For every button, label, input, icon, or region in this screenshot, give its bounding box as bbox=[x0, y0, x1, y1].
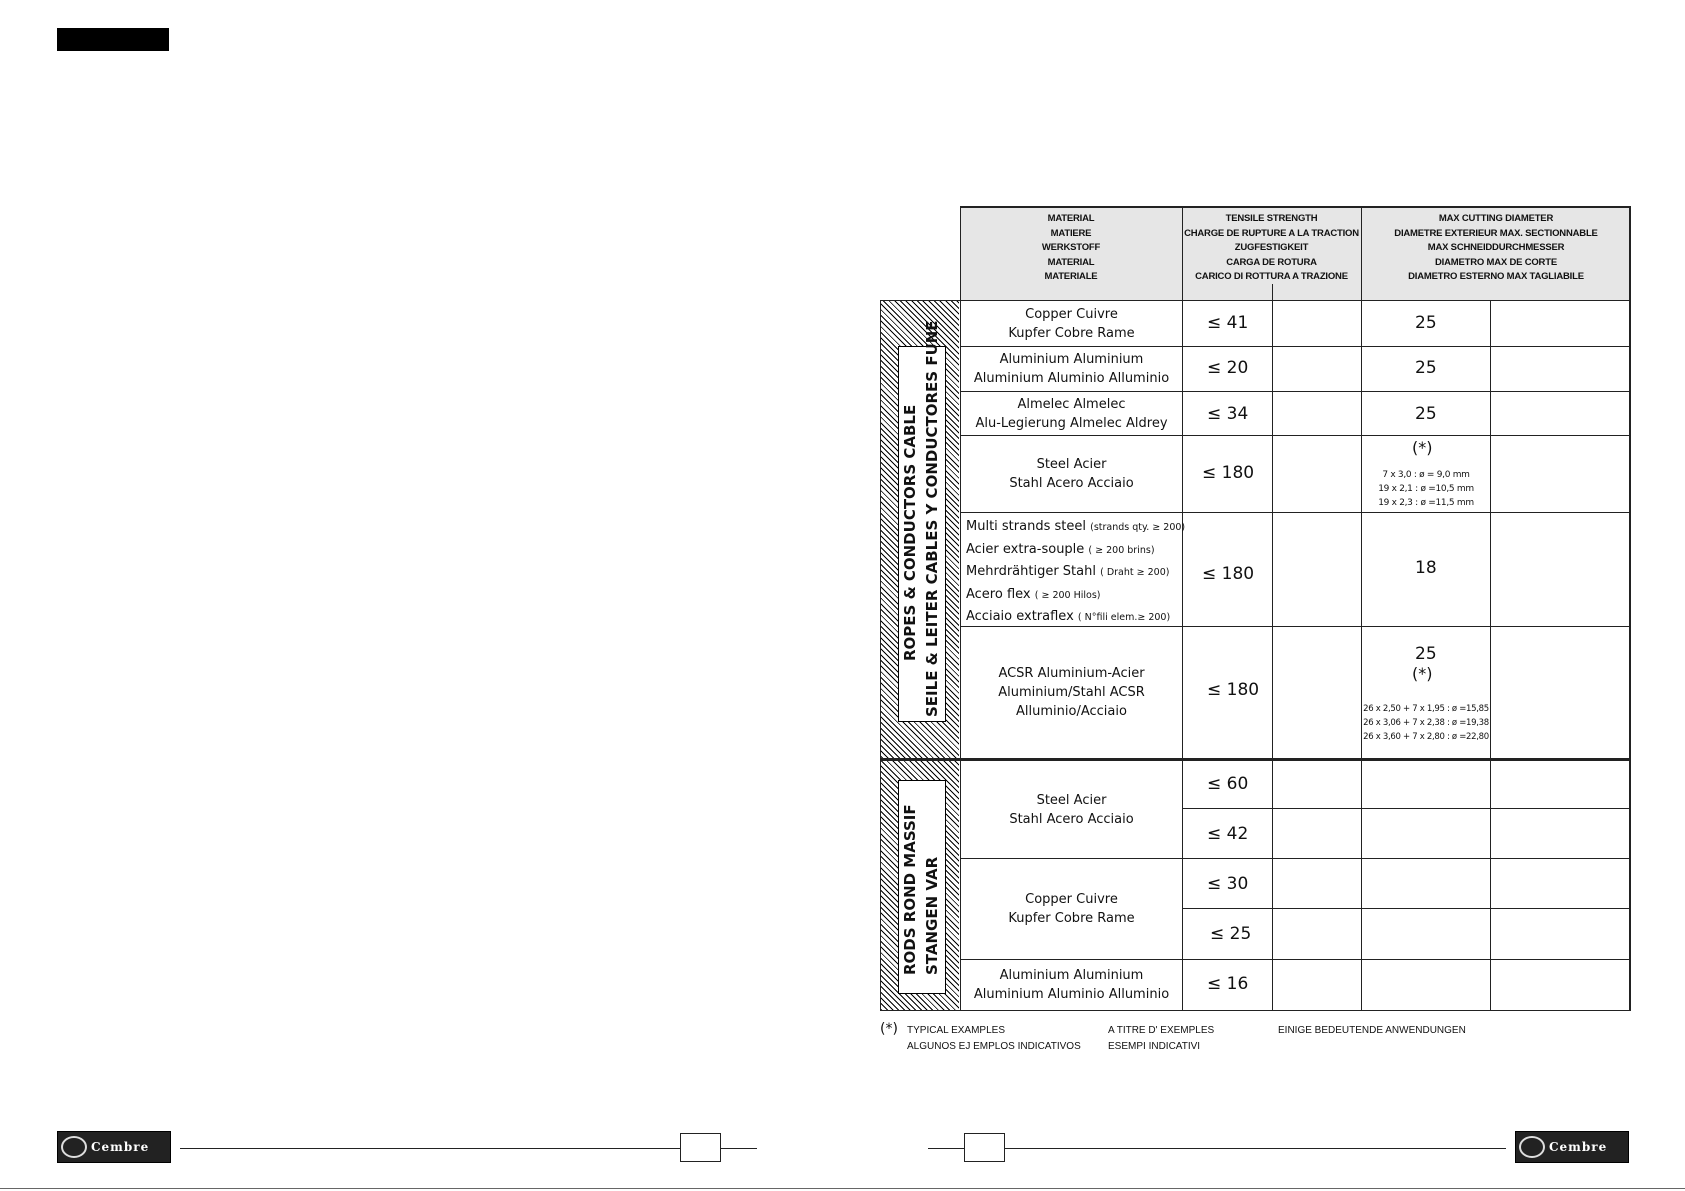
row-acsr-material: ACSR Aluminium-Acier Aluminium/Stahl ACSR Alluminio/Acciaio bbox=[998, 666, 1145, 719]
row-aluminium-tensile: ≤ 20 bbox=[1207, 358, 1249, 378]
footnote-fr: A TITRE D' EXEMPLES bbox=[1108, 1025, 1215, 1036]
cembre-logo-right: Cembre bbox=[1515, 1131, 1629, 1163]
row-rod-steel-tensile-a: ≤ 60 bbox=[1207, 774, 1249, 794]
footnote-star: (*) bbox=[880, 1021, 898, 1037]
row-steel-examples: 7 x 3,0 : ø = 9,0 mm 19 x 2,1 : ø =10,5 mm 19 x 2,3 : ø =11,5 mm bbox=[1378, 470, 1474, 508]
footer-rule-right bbox=[928, 1148, 1506, 1149]
row-acsr-diameter: 25 bbox=[1415, 644, 1437, 664]
row-rod-aluminium-tensile: ≤ 16 bbox=[1207, 974, 1249, 994]
cembre-logo-left: Cembre bbox=[57, 1131, 171, 1163]
row-acsr-star: (*) bbox=[1412, 664, 1433, 683]
black-header-bar bbox=[57, 28, 169, 51]
row-steel-star: (*) bbox=[1412, 438, 1433, 457]
row-rod-copper-material: Copper Cuivre Kupfer Cobre Rame bbox=[1008, 892, 1135, 926]
specifications-table bbox=[880, 206, 1631, 1011]
cembre-swirl-icon bbox=[61, 1136, 87, 1158]
row-rod-copper-tensile-a: ≤ 30 bbox=[1207, 874, 1249, 894]
footer-rule-left bbox=[180, 1148, 757, 1149]
row-rod-steel-material: Steel Acier Stahl Acero Acciaio bbox=[1009, 792, 1134, 827]
row-steel-tensile: ≤ 180 bbox=[1202, 463, 1255, 483]
row-almelec-tensile: ≤ 34 bbox=[1207, 404, 1249, 424]
header-tensile-strength: TENSILE STRENGTH CHARGE DE RUPTURE A LA TRACTION ZUGFESTIGKEIT CARGA DE ROTURA CARICO DI ROTTURA A TRAZIONE bbox=[1184, 213, 1359, 282]
row-rod-aluminium-material: Aluminium Aluminium Aluminium Aluminio Alluminio bbox=[973, 968, 1170, 1002]
row-multistrand-material: Multi strands steel (strands qty. ≥ 200) Acier extra-souple ( ≥ 200 brins) Mehrdrähtiger Stahl ( Draht ≥ 200) Acero flex ( ≥ 200 Hilos) Acciaio extraflex ( N°fili elem.≥ 200) bbox=[966, 519, 1186, 624]
row-acsr-examples: 26 x 2,50 + 7 x 1,95 : ø =15,85 26 x 3,06 + 7 x 2,38 : ø =19,38 26 x 3,60 + 7 x 2,80 : ø =22,80 bbox=[1363, 704, 1489, 742]
header-max-diameter: MAX CUTTING DIAMETER DIAMETRE EXTERIEUR MAX. SECTIONNABLE MAX SCHNEIDDURCHMESSER DIAMETRO MAX DE CORTE DIAMETRO ESTERNO MAX TAGLIABILE bbox=[1394, 213, 1598, 282]
row-aluminium-diameter: 25 bbox=[1415, 358, 1437, 378]
bottom-edge bbox=[0, 1188, 1685, 1189]
ropes-label: ROPES & CONDUCTORS CABLE SEILE & LEITER CABLES Y CONDUCTORES FUNE bbox=[901, 320, 941, 717]
row-copper-material: Copper Cuivre Kupfer Cobre Rame bbox=[1008, 306, 1135, 341]
row-aluminium-material: Aluminium Aluminium Aluminium Aluminio Alluminio bbox=[973, 352, 1170, 386]
row-almelec-material: Almelec Almelec Alu-Legierung Almelec Aldrey bbox=[975, 396, 1168, 431]
row-copper-diameter: 25 bbox=[1415, 313, 1437, 333]
row-multistrand-tensile: ≤ 180 bbox=[1202, 564, 1255, 584]
page-number-box-right bbox=[964, 1133, 1005, 1162]
footnote-en: TYPICAL EXAMPLES bbox=[907, 1025, 1005, 1036]
footnote-it: ESEMPI INDICATIVI bbox=[1108, 1041, 1201, 1052]
row-rod-copper-tensile-b: ≤ 25 bbox=[1210, 924, 1252, 944]
row-copper-tensile: ≤ 41 bbox=[1207, 313, 1249, 333]
row-acsr-tensile: ≤ 180 bbox=[1207, 680, 1260, 700]
header-material: MATERIAL MATIERE WERKSTOFF MATERIAL MATERIALE bbox=[1041, 213, 1101, 282]
row-rod-steel-tensile-b: ≤ 42 bbox=[1207, 824, 1249, 844]
page-number-box-left bbox=[680, 1133, 721, 1162]
footnote-es: ALGUNOS EJ EMPLOS INDICATIVOS bbox=[907, 1041, 1081, 1052]
row-almelec-diameter: 25 bbox=[1415, 404, 1437, 424]
row-steel-material: Steel Acier Stahl Acero Acciaio bbox=[1009, 457, 1134, 491]
row-multistrand-diameter: 18 bbox=[1415, 558, 1437, 578]
footnote-de: EINIGE BEDEUTENDE ANWENDUNGEN bbox=[1278, 1025, 1466, 1036]
rods-label: RODS ROND MASSIF STANGEN VAR bbox=[901, 804, 941, 975]
cembre-swirl-icon bbox=[1519, 1136, 1545, 1158]
ropes-label-box bbox=[898, 320, 946, 722]
rods-label-box bbox=[898, 780, 946, 994]
